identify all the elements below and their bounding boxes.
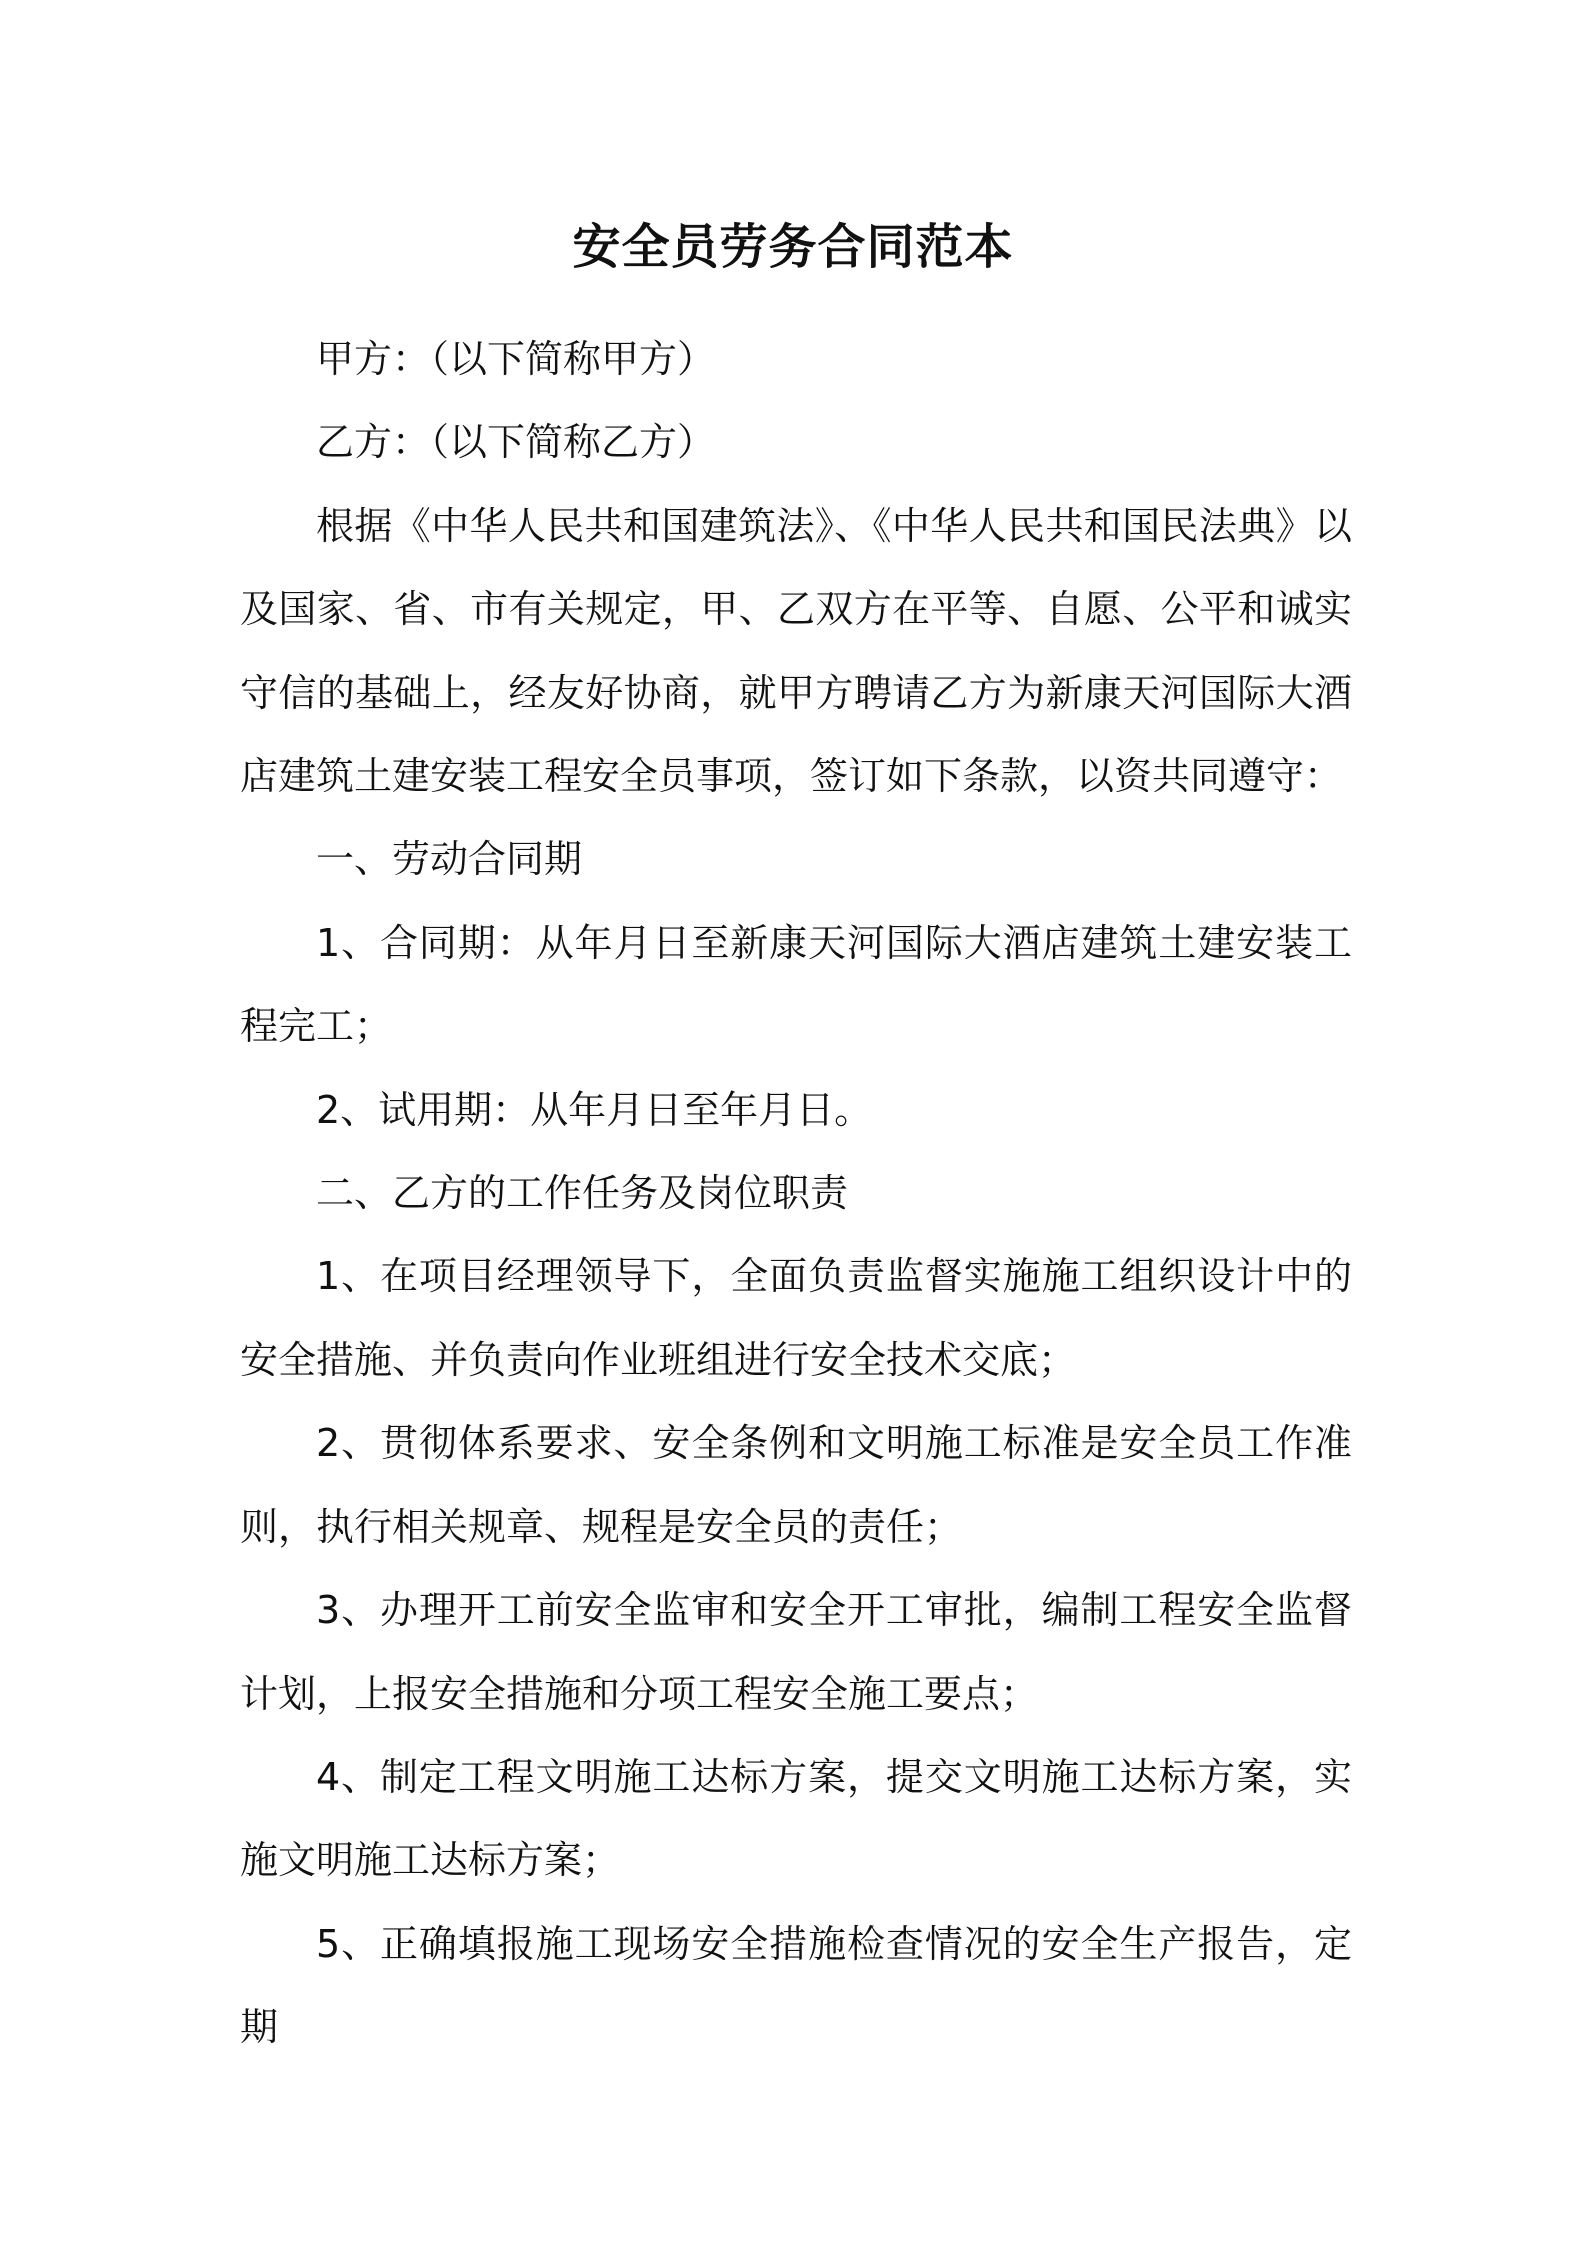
duty-item-3: 3、办理开工前安全监审和安全开工审批，编制工程安全监督计划，上报安全措施和分项工程安全施工要点； [240, 1588, 1352, 1716]
duty-item-4: 4、制定工程文明施工达标方案，提交文明施工达标方案，实施文明施工达标方案； [240, 1754, 1352, 1883]
clause-probation: 2、试用期：从年月日至年月日。 [316, 1087, 873, 1132]
preamble-paragraph: 根据《中华人民共和国建筑法》、《中华人民共和国民法典》以及国家、省、市有关规定，甲、乙双方在平等、自愿、公平和诚实守信的基础上，经友好协商，就甲方聘请乙方为新康天河国际大酒店建筑土建安装工程安全员事项，签订如下条款，以资共同遵守： [240, 503, 1352, 799]
party-b-line: 乙方：（以下简称乙方） [316, 420, 716, 465]
party-a-line: 甲方：（以下简称甲方） [316, 337, 716, 381]
document-title: 安全员劳务合同范本 [572, 219, 1014, 275]
duty-item-5: 5、正确填报施工现场安全措施检查情况的安全生产报告，定期 [240, 1921, 1352, 2050]
duty-item-1: 1、在项目经理领导下，全面负责监督实施施工组织设计中的安全措施、并负责向作业班组进行安全技术交底； [240, 1254, 1352, 1382]
section-heading-duties: 二、乙方的工作任务及岗位职责 [316, 1171, 849, 1216]
clause-contract-term: 1、合同期：从年月日至新康天河国际大酒店建筑土建安装工程完工； [240, 920, 1352, 1049]
duty-item-2: 2、贯彻体系要求、安全条例和文明施工标准是安全员工作准则，执行相关规章、规程是安全员的责任； [240, 1421, 1352, 1549]
section-heading-contract-period: 一、劳动合同期 [316, 837, 583, 882]
document-body [240, 318, 1352, 2070]
